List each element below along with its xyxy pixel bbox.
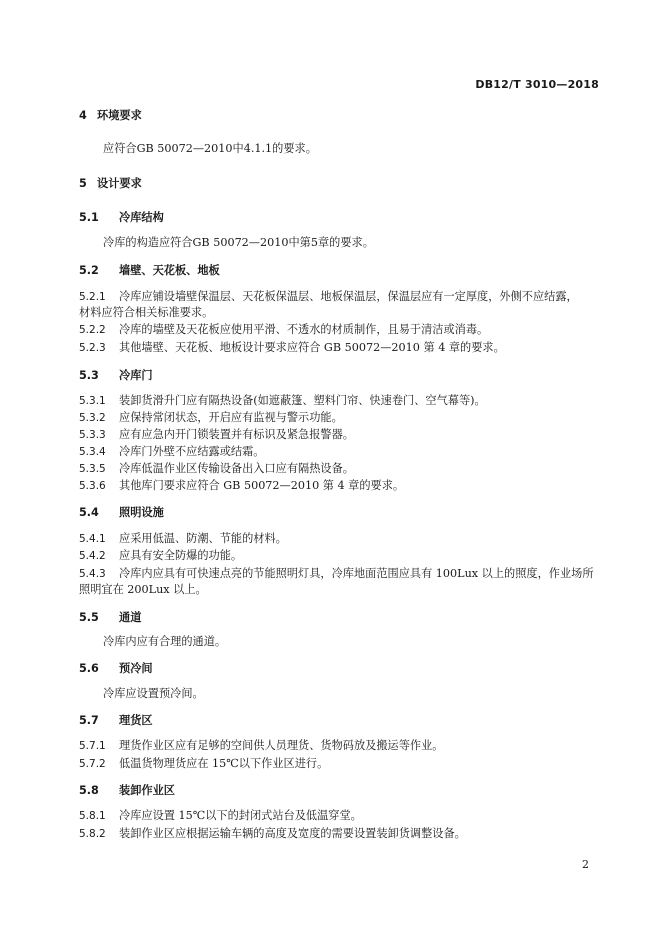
clause-number: 5.1 (79, 211, 99, 224)
clause-title: 预冷间 (119, 662, 153, 675)
clause-text: 低温货物理货应在 15℃以下作业区进行。 (119, 757, 329, 770)
clause-title: 照明设施 (119, 506, 164, 519)
clause-text: 其他墙壁、天花板、地板设计要求应符合 GB 50072—2010 第 4 章的要求。 (119, 341, 505, 354)
clause-text: 冷库内应具有可快速点亮的节能照明灯具，冷库地面范围应具有 100Lux 以上的照度，作业场所 (119, 567, 594, 580)
clause-number: 5.3 (79, 369, 99, 382)
clause-text: 冷库门外壁不应结露或结霜。 (119, 445, 265, 458)
clause-number: 5.3.4 (79, 446, 106, 458)
clause-number: 5.4.3 (79, 568, 106, 580)
clause-number: 5.2.2 (79, 324, 106, 336)
page-number: 2 (582, 858, 589, 871)
clause-5-6-text: 冷库应设置预冷间。 (103, 687, 204, 700)
clause-number: 5.7 (79, 714, 99, 727)
clause-5-3-3 (79, 427, 354, 443)
section-number: 5 (79, 177, 87, 190)
clause-text: 应具有安全防爆的功能。 (119, 549, 243, 562)
clause-text: 装卸作业区应根据运输车辆的高度及宽度的需要设置装卸货调整设备。 (119, 827, 466, 840)
clause-5-4-3 (79, 566, 594, 582)
clause-number: 5.4.2 (79, 550, 106, 562)
clause-number: 5.2.1 (79, 291, 106, 303)
clause-5-6-heading (79, 661, 153, 677)
clause-number: 5.5 (79, 611, 99, 624)
clause-5-1-heading (79, 210, 164, 226)
clause-5-2-3 (79, 340, 505, 356)
clause-title: 冷库结构 (119, 211, 164, 224)
clause-number: 5.3.1 (79, 395, 106, 407)
clause-text: 应有应急内开门锁装置并有标识及紧急报警器。 (119, 428, 354, 441)
clause-5-7-1 (79, 738, 443, 754)
section-5-heading (79, 176, 142, 192)
clause-5-5-heading (79, 610, 141, 626)
clause-5-2-heading (79, 263, 220, 279)
clause-5-2-1 (79, 289, 578, 305)
clause-text: 冷库的墙壁及天花板应使用平滑、不透水的材质制作，且易于清洁或消毒。 (119, 323, 489, 336)
clause-number: 5.7.1 (79, 740, 106, 752)
clause-number: 5.8.2 (79, 828, 106, 840)
clause-text: 应保持常闭状态，开启应有监视与警示功能。 (119, 411, 343, 424)
clause-number: 5.4.1 (79, 533, 106, 545)
clause-5-7-2 (79, 756, 328, 772)
clause-5-2-1-continued: 材料应符合相关标准要求。 (79, 306, 214, 319)
clause-5-5-text: 冷库内应有合理的通道。 (103, 635, 227, 648)
section-title: 设计要求 (97, 177, 142, 190)
clause-title: 墙壁、天花板、地板 (119, 264, 220, 277)
clause-5-4-3-continued: 照明宜在 200Lux 以上。 (79, 583, 207, 596)
clause-text: 装卸货滑升门应有隔热设备(如遮蔽篷、塑料门帘、快速卷门、空气幕等)。 (119, 394, 486, 407)
document-code: DB12/T 3010—2018 (475, 78, 599, 91)
clause-title: 冷库门 (119, 369, 153, 382)
clause-number: 5.6 (79, 662, 99, 675)
clause-5-8-1 (79, 808, 362, 824)
clause-text: 冷库应铺设墙壁保温层、天花板保温层、地板保温层，保温层应有一定厚度，外侧不应结露， (119, 290, 578, 303)
clause-5-3-5 (79, 461, 354, 477)
clause-number: 5.8.1 (79, 810, 106, 822)
section-number: 4 (79, 109, 87, 122)
clause-5-8-heading (79, 783, 175, 799)
clause-number: 5.2.3 (79, 342, 106, 354)
clause-5-3-6 (79, 478, 404, 494)
clause-text: 其他库门要求应符合 GB 50072—2010 第 4 章的要求。 (119, 479, 405, 492)
clause-5-7-heading (79, 713, 153, 729)
clause-5-3-4 (79, 444, 264, 460)
section-4-heading (79, 108, 142, 124)
clause-title: 装卸作业区 (119, 784, 175, 797)
clause-text: 冷库低温作业区传输设备出入口应有隔热设备。 (119, 462, 354, 475)
section-4-text: 应符合GB 50072—2010中4.1.1的要求。 (103, 142, 317, 155)
clause-5-2-2 (79, 322, 488, 338)
section-title: 环境要求 (97, 109, 142, 122)
clause-number: 5.3.3 (79, 429, 106, 441)
clause-text: 应采用低温、防潮、节能的材料。 (119, 532, 287, 545)
clause-title: 理货区 (119, 714, 153, 727)
clause-text: 理货作业区应有足够的空间供人员理货、货物码放及搬运等作业。 (119, 739, 444, 752)
clause-number: 5.4 (79, 506, 99, 519)
clause-5-8-2 (79, 826, 466, 842)
clause-text: 冷库应设置 15℃以下的封闭式站台及低温穿堂。 (119, 809, 362, 822)
clause-number: 5.8 (79, 784, 99, 797)
clause-5-3-2 (79, 410, 343, 426)
clause-number: 5.7.2 (79, 758, 106, 770)
clause-number: 5.3.2 (79, 412, 106, 424)
clause-5-4-1 (79, 531, 287, 547)
clause-number: 5.2 (79, 264, 99, 277)
clause-5-3-heading (79, 368, 153, 384)
clause-5-1-text: 冷库的构造应符合GB 50072—2010中第5章的要求。 (103, 236, 374, 249)
clause-5-3-1 (79, 393, 486, 409)
clause-number: 5.3.6 (79, 480, 106, 492)
clause-5-4-2 (79, 548, 242, 564)
clause-5-4-heading (79, 505, 164, 521)
clause-title: 通道 (119, 611, 142, 624)
clause-number: 5.3.5 (79, 463, 106, 475)
